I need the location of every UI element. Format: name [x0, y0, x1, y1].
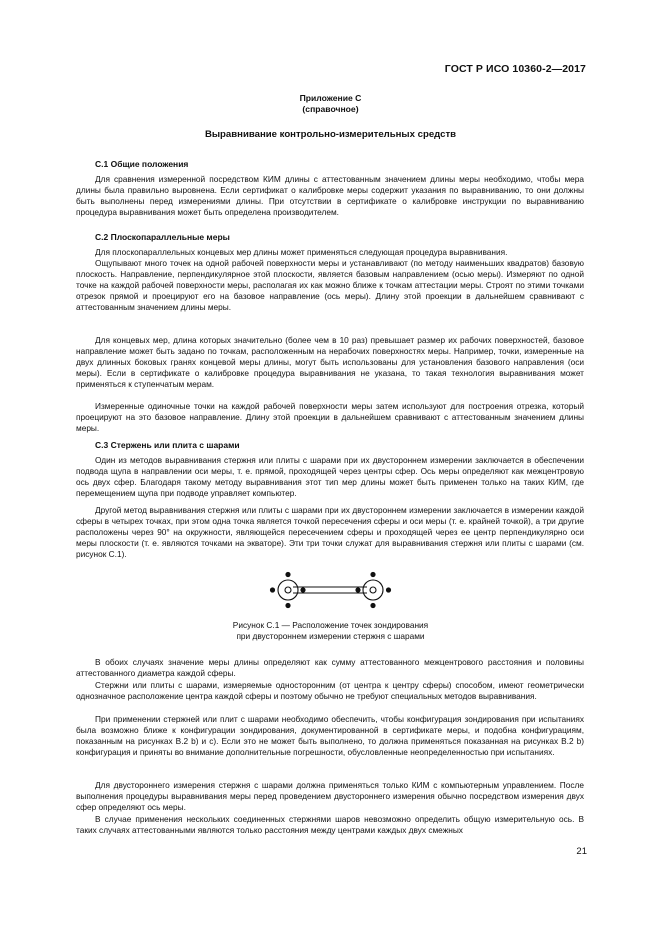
probing-point	[285, 603, 290, 608]
paragraph-c3-1: Один из методов выравнивания стержня или плиты с шарами при их двустороннем измерении заключается в обеспечении подвода щупа в направлении оси меры, т. е. прямой, проходящей через центры сфер. Ось меры определяют как межцентровую ось двух сфер. Благодаря такому методу выравнивания этот тип мер длины может быть применен только на таких КИМ, где перемещением щупа при подводе управляет компьютер.	[76, 455, 584, 498]
probing-point	[370, 572, 375, 577]
figure-caption-line-1: Рисунок С.1 — Расположение точек зондирования	[232, 620, 429, 630]
probing-point	[355, 587, 360, 592]
right-sphere-inner	[370, 587, 376, 593]
paragraph-c1-1: Для сравнения измеренной посредством КИМ длины с аттестованным значением длины меры необходимо, чтобы мера длины была правильно выровнена. Если сертификат о калибровке меры содержит указания по выравниванию, то они должны быть выполнены перед измерениями длины. При отсутствии в сертификате о калибровке инструкции по выравниванию процедура выравнивания может быть определена производителем.	[76, 174, 584, 217]
probing-point	[300, 587, 305, 592]
appendix-title: Приложение С	[299, 93, 362, 103]
probing-point	[285, 572, 290, 577]
left-sphere	[278, 580, 298, 600]
standard-number: ГОСТ Р ИСО 10360-2—2017	[444, 63, 586, 75]
paragraph-c2-1: Для плоскопараллельных концевых мер длины может применяться следующая процедура выравнивания.	[95, 247, 508, 257]
paragraph-c3-3: В обоих случаях значение меры длины определяют как сумму аттестованного межцентрового расстояния и половины аттестованного диаметра каждой сферы.	[76, 657, 584, 678]
paragraph-c2-2: Ощупывают много точек на одной рабочей поверхности меры и устанавливают (по методу наименьших квадратов) базовую плоскость. Направление, перпендикулярное этой плоскости, является базовым направлением (осью меры). Измеряют по одной точке на каждой рабочей поверхности меры, располагая их как можно ближе к точкам аттестации меры. Строят по этими точками отрезок прямой и проецируют его на базовое направление (ось меры). Длину этой проекции в дальнейшем сравнивают с аттестованным значением длины меры.	[76, 258, 584, 312]
section-heading-c2: С.2 Плоскопараллельные меры	[95, 232, 230, 242]
figure-caption-line-2: при двустороннем измерении стержня с шарами	[236, 631, 425, 641]
document-title: Выравнивание контрольно-измерительных средств	[204, 129, 457, 140]
probing-point	[370, 603, 375, 608]
left-sphere-inner	[285, 587, 291, 593]
paragraph-c2-3: Для концевых мер, длина которых значительно (более чем в 10 раз) превышает размер их рабочих поверхностей, базовое направление может быть задано по точкам, расположенным на нерабочих поверхностях меры. Например, точки, измеренные на двух длинных боковых гранях концевой меры длины, могут быть использованы для установления базового направления (оси меры). Если в сертификате о калибровке процедура выравнивания не указана, то такая технология выравнивания может применяться к ступенчатым мерам.	[76, 335, 584, 389]
paragraph-c3-7: В случае применения нескольких соединенных стержнями шаров невозможно определить общую измерительную ось. В таких случаях аттестованными являются только расстояния между центрами каждых двух смежных	[76, 814, 584, 835]
paragraph-c3-2: Другой метод выравнивания стержня или плиты с шарами при их двустороннем измерении заключается в измерении каждой сферы в четырех точках, при этом одна точка является точкой пересечения сферы и оси меры (т. е. крайней точкой), а три другие расположены через 90° на окружности, являющейся пересечением сферы и проходящей через ее центр перпендикулярно оси меры плоскости (т. е. являются точками на экваторе). Эти три точки служат для выравнивания стержня или плиты с шарами (см. рисунок С.1).	[76, 505, 584, 559]
paragraph-c3-6: Для двустороннего измерения стержня с шарами должна применяться только КИМ с компьютерным управлением. После выполнения процедуры выравнивания меры перед проведением двустороннего измерения обычно посредством измерения двух сфер определяют ось меры.	[76, 780, 584, 812]
ball-bar-probing-figure	[263, 570, 398, 610]
paragraph-c3-5: При применении стержней или плит с шарами необходимо обеспечить, чтобы конфигурация зондирования при испытаниях была возможно ближе к конфигурации зондирования, документированной в сертификате меры, и подобна конфигурациям, показанным на рисунках В.2 b) и с). Если это не может быть выполнено, то должна применяться показанная на рисунках В.2 b) конфигурация и приняты во внимание дополнительные погрешности, обусловленные неопределенностью при испытаниях.	[76, 714, 584, 757]
probing-point	[270, 587, 275, 592]
page-number: 21	[576, 846, 587, 857]
appendix-type: (справочное)	[302, 104, 359, 114]
paragraph-c3-4: Стержни или плиты с шарами, измеряемые односторонним (от центра к центру сферы) способом, имеют геометрически однозначное расположение центра каждой сферы и поэтому обычно не требуют специальных методов выравнивания.	[76, 680, 584, 701]
right-sphere	[363, 580, 383, 600]
probing-point	[386, 587, 391, 592]
paragraph-c2-4: Измеренные одиночные точки на каждой рабочей поверхности меры затем используют для построения отрезка, который проецируют на это базовое направление. Длину этой проекции в дальнейшем сравнивают с аттестованным значением длины меры.	[76, 401, 584, 433]
section-heading-c3: С.3 Стержень или плита с шарами	[95, 440, 240, 450]
section-heading-c1: С.1 Общие положения	[95, 159, 189, 169]
